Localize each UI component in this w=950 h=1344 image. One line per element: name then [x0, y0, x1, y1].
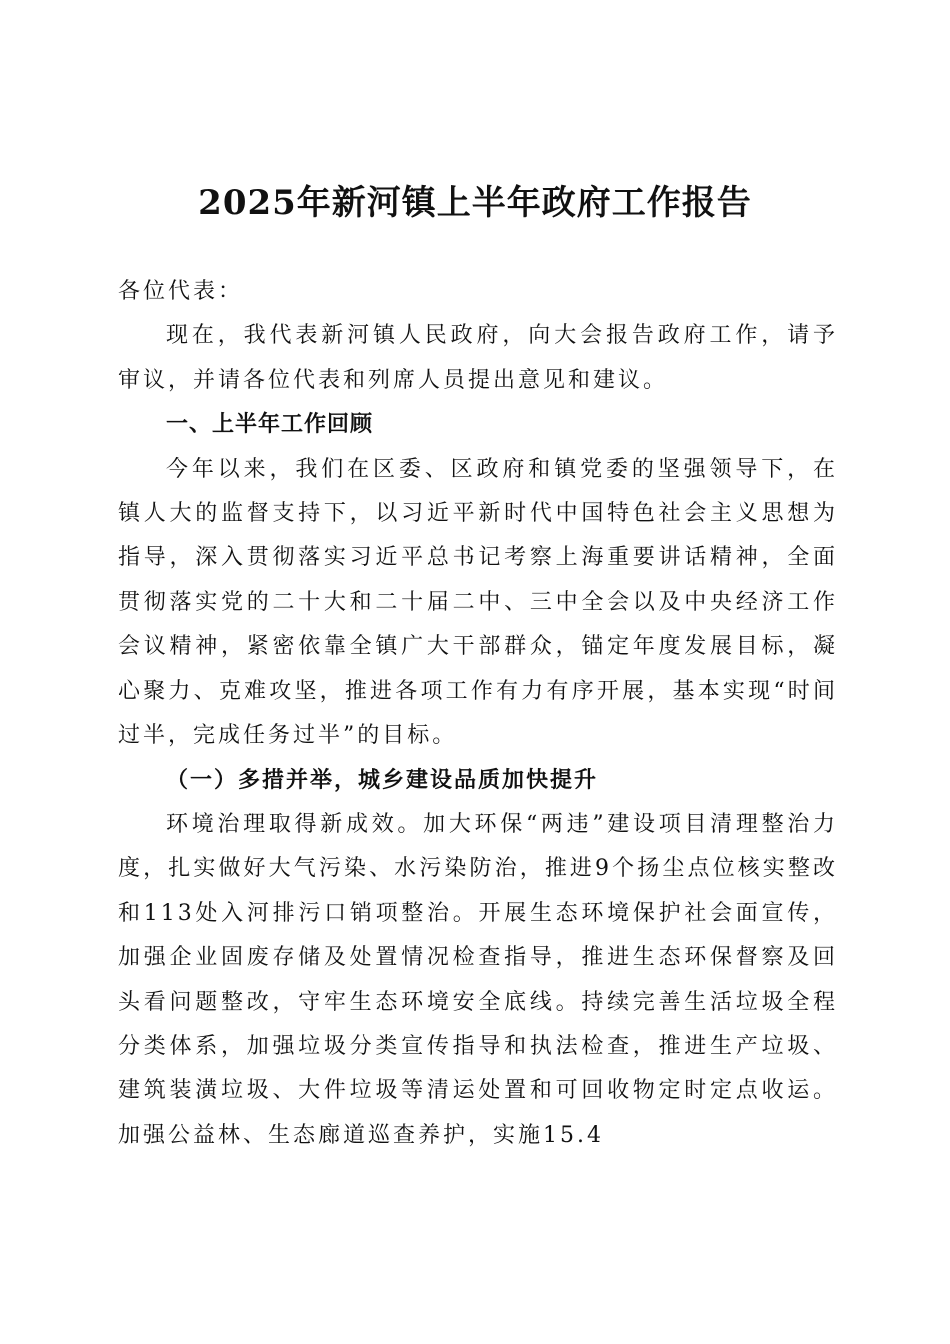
subsection-heading: （一）多措并举，城乡建设品质加快提升	[166, 767, 599, 794]
environment-paragraph: 环境治理取得新成效。加大环保“两违”建设项目清理整治力度，扎实做好大气污染、水污染防治，推进9个扬尘点位核实整改和113处入河排污口销项整治。开展生态环境保护社会面宣传，加强企业固废存储及处置情况检查指导，推进生态环保督察及回头看问题整改，守牢生态环境安全底线。持续完善生活垃圾全程分类体系，加强垃圾分类宣传指导和执法检查，推进生产垃圾、建筑装潢垃圾、大件垃圾等清运处置和可回收物定时定点收运。加强公益林、生态廊道巡查养护，实施15.4	[118, 811, 838, 1148]
intro-paragraph: 现在，我代表新河镇人民政府，向大会报告政府工作，请予审议，并请各位代表和列席人员提出意见和建议。	[118, 323, 838, 393]
salutation: 各位代表：	[118, 279, 244, 304]
review-paragraph: 今年以来，我们在区委、区政府和镇党委的坚强领导下，在镇人大的监督支持下，以习近平新时代中国特色社会主义思想为指导，深入贯彻落实习近平总书记考察上海重要讲话精神，全面贯彻落实党的二十大和二十届二中、三中全会以及中央经济工作会议精神，紧密依靠全镇广大干部群众，锚定年度发展目标，凝心聚力、克难攻坚，推进各项工作有力有序开展，基本实现“时间过半，完成任务过半”的目标。	[118, 456, 838, 749]
document-title: 2025年新河镇上半年政府工作报告	[198, 183, 752, 223]
section-heading: 一、上半年工作回顾	[166, 412, 374, 438]
document-body	[118, 270, 838, 1158]
